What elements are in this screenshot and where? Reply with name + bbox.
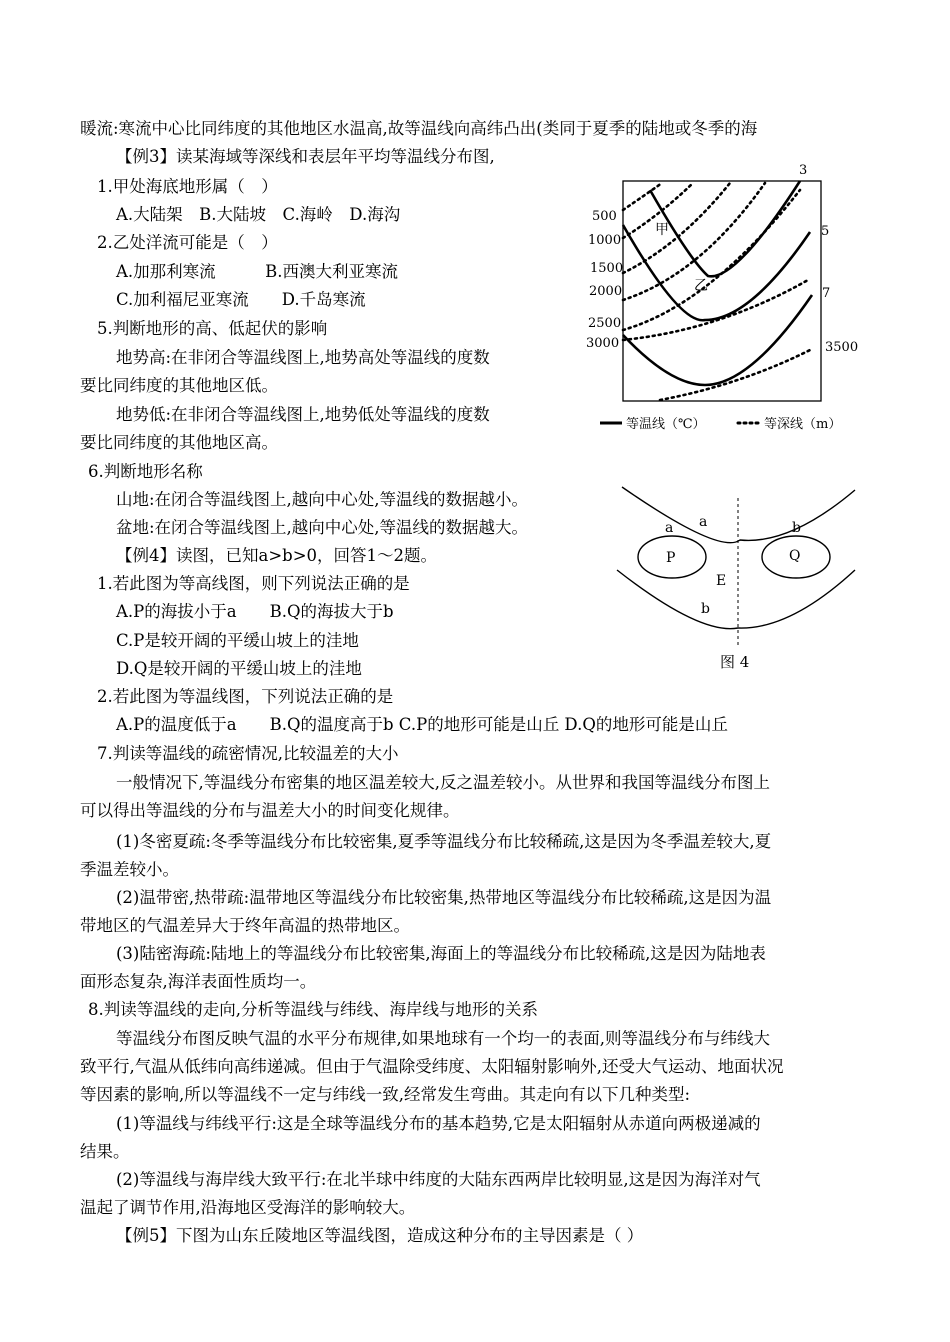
answer-options: A.加那利寒流 B.西澳大利亚寒流 — [116, 262, 399, 281]
contour-label-a: a — [699, 514, 708, 530]
contour-label-b: b — [701, 601, 710, 617]
text-line: (1)等温线与纬线平行:这是全球等温线分布的基本趋势,它是太阳辐射从赤道向两极递减的 — [116, 1114, 761, 1133]
point-label-yi: 乙 — [694, 278, 708, 294]
text-line: 等温线分布图反映气温的水平分布规律,如果地球有一个均一的表面,则等温线分布与纬线大 — [116, 1029, 770, 1048]
text-line: 面形态复杂,海洋表面性质均一。 — [80, 972, 317, 991]
answer-options: D.Q是较开阔的平缓山坡上的洼地 — [116, 659, 362, 678]
text-line: 地势低:在非闭合等温线图上,地势低处等温线的度数 — [116, 405, 490, 424]
isotherm-isobath-diagram — [580, 155, 870, 445]
depth-label: 3500 — [825, 340, 859, 355]
text-line: 可以得出等温线的分布与温差大小的时间变化规律。 — [80, 801, 460, 820]
temperature-label: 5 — [821, 224, 830, 239]
contour-label-b: b — [792, 520, 801, 536]
depth-label: 1000 — [588, 233, 622, 248]
isobath-legend-label: 等深线（m） — [764, 417, 842, 432]
text-line: 要比同纬度的其他地区高。 — [80, 433, 278, 452]
section-heading: 7.判读等温线的疏密情况,比较温差的大小 — [97, 744, 399, 763]
temperature-label: 7 — [822, 286, 831, 301]
text-line: 温起了调节作用,沿海地区受海洋的影响较大。 — [80, 1198, 416, 1217]
text-line: 结果。 — [80, 1142, 130, 1161]
text-line: 山地:在闭合等温线图上,越向中心处,等温线的数据越小。 — [116, 490, 529, 509]
text-line: 暖流:寒流中心比同纬度的其他地区水温高,故等温线向高纬凸出(类同于夏季的陆地或冬季的海 — [80, 119, 758, 138]
contour-label-a: a — [665, 520, 674, 536]
depth-label: 2000 — [589, 284, 623, 299]
example-heading: 【例4】读图，已知a>b>0，回答1～2题。 — [116, 546, 438, 565]
temperature-label: 3 — [799, 163, 808, 178]
point-label-jia: 甲 — [655, 222, 669, 238]
depth-label: 500 — [592, 209, 617, 224]
answer-options: A.P的温度低于a B.Q的温度高于b C.P的地形可能是山丘 D.Q的地形可能是山丘 — [116, 715, 728, 734]
text-line: 盆地:在闭合等温线图上,越向中心处,等温线的数据越大。 — [116, 518, 529, 537]
depth-label: 1500 — [590, 261, 624, 276]
question: 1.甲处海底地形属（ ） — [97, 177, 278, 196]
answer-options: A.大陆架 B.大陆坡 C.海岭 D.海沟 — [116, 205, 401, 224]
text-line: 致平行,气温从低纬向高纬递减。但由于气温除受纬度、太阳辐射影响外,还受大气运动、地面状况 — [80, 1057, 784, 1076]
text-line: (2)等温线与海岸线大致平行:在北半球中纬度的大陆东西两岸比较明显,这是因为海洋对气 — [116, 1170, 761, 1189]
section-heading: 6.判断地形名称 — [88, 462, 203, 481]
answer-options: A.P的海拔小于a B.Q的海拔大于b — [116, 602, 394, 621]
answer-options: C.加利福尼亚寒流 D.千岛寒流 — [116, 290, 366, 309]
example-heading: 【例3】读某海域等深线和表层年平均等温线分布图, — [116, 147, 495, 166]
question: 2.乙处洋流可能是（ ） — [97, 233, 278, 252]
text-line: 季温差较小。 — [80, 860, 179, 879]
text-line: 等因素的影响,所以等温线不一定与纬线一致,经常发生弯曲。其走向有以下几种类型: — [80, 1085, 691, 1104]
example-heading: 【例5】下图为山东丘陵地区等温线图，造成这种分布的主导因素是（ ） — [116, 1226, 644, 1245]
point-label-q: Q — [789, 548, 801, 564]
depth-label: 3000 — [586, 336, 620, 351]
text-line: (2)温带密,热带疏:温带地区等温线分布比较密集,热带地区等温线分布比较稀疏,这是因为温 — [116, 888, 772, 907]
text-line: 地势高:在非闭合等温线图上,地势高处等温线的度数 — [116, 348, 490, 367]
depth-label: 2500 — [588, 316, 622, 331]
point-label-p: P — [666, 550, 676, 566]
text-line: 要比同纬度的其他地区低。 — [80, 376, 278, 395]
question: 2.若此图为等温线图，下列说法正确的是 — [97, 687, 394, 706]
text-line: 带地区的气温差异大于终年高温的热带地区。 — [80, 916, 410, 935]
answer-options: C.P是较开阔的平缓山坡上的洼地 — [116, 631, 359, 650]
text-line: (1)冬密夏疏:冬季等温线分布比较密集,夏季等温线分布比较稀疏,这是因为冬季温差较大,夏 — [116, 832, 772, 851]
figure-caption: 图 4 — [720, 653, 750, 671]
text-line: (3)陆密海疏:陆地上的等温线分布比较密集,海面上的等温线分布比较稀疏,这是因为陆地表 — [116, 944, 766, 963]
figure-4-diagram — [600, 470, 870, 680]
section-heading: 8.判读等温线的走向,分析等温线与纬线、海岸线与地形的关系 — [88, 1000, 538, 1019]
section-heading: 5.判断地形的高、低起伏的影响 — [97, 319, 328, 338]
question: 1.若此图为等高线图，则下列说法正确的是 — [97, 574, 410, 593]
isotherm-legend-label: 等温线（℃） — [626, 417, 706, 432]
point-label-e: E — [716, 573, 727, 589]
text-line: 一般情况下,等温线分布密集的地区温差较大,反之温差较小。从世界和我国等温线分布图上 — [116, 773, 770, 792]
